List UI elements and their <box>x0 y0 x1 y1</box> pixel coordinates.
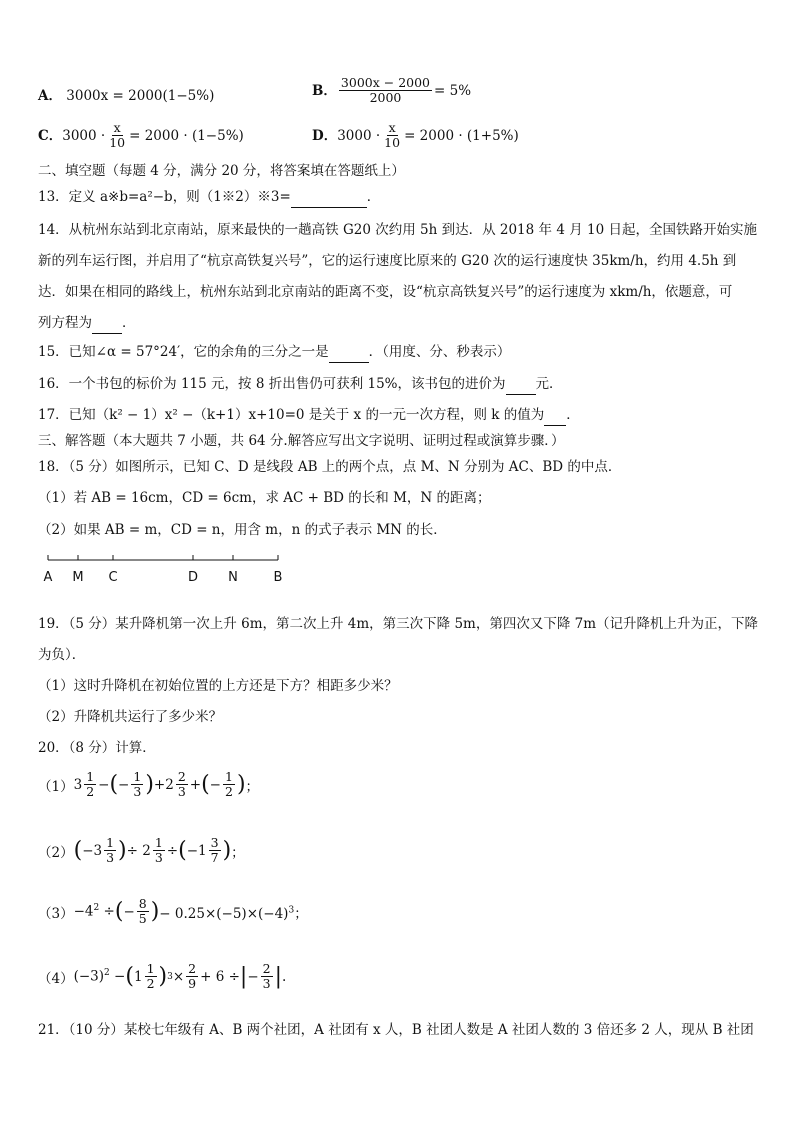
option-b-denominator: 2000 <box>369 90 402 105</box>
q17-tail: ． <box>566 407 580 423</box>
q13-tail: ． <box>366 189 381 205</box>
option-b-label: B． <box>312 82 337 99</box>
option-c-label: C． <box>38 127 63 144</box>
q20-expression-3: （3） $-4^2$ ÷ ( − $\frac{8}{5}$ ) − $0.25\times(-5)\times(-4)^3$； <box>38 896 308 926</box>
point-label-d: D <box>187 570 199 585</box>
q17-text: 17．已知（k² − 1）x² −（k+1）x+10=0 是关于 x 的一元一次方程，则 k 的值为 <box>38 407 545 423</box>
option-a <box>38 86 214 106</box>
question-18-title: 18．（5 分）如图所示，已知 C、D 是线段 AB 上的两个点，点 M、N 分别为 AC、BD 的中点． <box>38 459 622 475</box>
segment-figure <box>38 554 298 588</box>
q13-text: 13．定义 a※b=a²−b，则（1※2）※3= <box>38 189 291 205</box>
q20-expression-2: （2） ( −3 $\frac{1}{3}$ ) ÷ 2 $\frac{1}{3}$ ÷ ( −1 $\frac{3}{7}$ ) ； <box>38 835 245 865</box>
option-d-numerator: x <box>388 120 396 135</box>
q20-e4-label: （4） <box>38 970 74 987</box>
question-15 <box>38 342 510 363</box>
option-a-expr: 3000x = 2000(1−5%) <box>66 88 215 104</box>
option-c <box>38 121 244 150</box>
option-c-fraction <box>107 121 127 150</box>
question-19-line-1: 19．（5 分）某升降机第一次上升 6m，第二次上升 4m，第三次下降 5m，第四次又下降 7m（记升降机上升为正，下降 <box>38 616 759 632</box>
question-18-part-2: （2）如果 AB = m，CD = n，用含 m，n 的式子表示 MN 的长． <box>38 522 447 538</box>
section-heading-fill-in: 二、填空题（每题 4 分，满分 20 分，将答案填在答题纸上） <box>38 163 405 179</box>
option-d <box>312 121 519 150</box>
question-13 <box>38 187 380 208</box>
q16-tail: 元． <box>535 376 563 392</box>
q16-blank <box>506 374 536 395</box>
option-d-fraction <box>382 121 402 150</box>
q15-blank <box>329 342 369 363</box>
q15-text: 15．已知∠α = 57°24′，它的余角的三分之一是 <box>38 344 329 360</box>
q14-line-4-text: 列方程为 <box>38 315 92 331</box>
q15-tail: ．（用度、分、秒表示） <box>368 344 511 360</box>
q16-text: 16．一个书包的标价为 115 元，按 8 折出售仍可获利 15%，该书包的进价为 <box>38 376 506 392</box>
q20-expression-1: （1） 3 $\frac{1}{2}$ − ( − $\frac{1}{3}$ ) +2 $\frac{2}{3}$ + ( − $\frac{1}{2}$ ) ； <box>38 769 260 799</box>
question-19-part-1: （1）这时升降机在初始位置的上方还是下方？相距多少米？ <box>38 678 398 694</box>
q13-blank <box>291 187 367 208</box>
q20-expression-4: （4） $(-3)^2$ − ( 1 $\frac{1}{2}$ ) 3 × $\frac{2}{9}$ + 6 ÷ | − $\frac{2}{3}$ | . <box>38 961 287 991</box>
point-label-b: B <box>273 570 283 585</box>
question-20-title: 20．（8 分）计算． <box>38 740 156 756</box>
option-c-pre: 3000 · <box>62 127 106 144</box>
option-c-rhs: = 2000 · (1−5%) <box>129 127 244 144</box>
option-b-numerator: 3000x − 2000 <box>340 75 431 90</box>
option-b <box>312 76 471 105</box>
option-c-numerator: x <box>113 120 121 135</box>
option-d-label: D． <box>312 127 338 144</box>
point-label-c: C <box>108 570 118 585</box>
option-c-denominator: 10 <box>109 135 126 150</box>
question-14-line-2: 新的列车运行图，并启用了“杭京高铁复兴号”，它的运行速度比原来的 G20 次的运行速度快 35km/h，约用 4.5h 到 <box>38 253 737 269</box>
q14-blank <box>92 313 122 334</box>
option-d-rhs: = 2000 · (1+5%) <box>404 127 519 144</box>
question-14-line-3: 达．如果在相同的路线上，杭州东站到北京南站的距离不变，设“杭京高铁复兴号”的运行速度为 xkm/h，依题意，可 <box>38 284 733 300</box>
point-label-a: A <box>43 570 53 585</box>
question-21-line-1: 21．（10 分）某校七年级有 A、B 两个社团，A 社团有 x 人，B 社团人数是 A 社团人数的 3 倍还多 2 人，现从 B 社团 <box>38 1022 754 1038</box>
question-19-part-2: （2）升降机共运行了多少米？ <box>38 709 223 725</box>
point-label-m: M <box>72 570 84 585</box>
question-14-line-4 <box>38 313 136 334</box>
option-d-denominator: 10 <box>384 135 401 150</box>
question-14-line-1: 14．从杭州东站到北京南站，原来最快的一趟高铁 G20 次约用 5h 到达．从 2018 年 4 月 10 日起，全国铁路开始实施 <box>38 222 757 238</box>
point-label-n: N <box>228 570 238 585</box>
option-b-rhs: = 5% <box>434 82 472 99</box>
question-19-line-2: 为负）． <box>38 647 86 663</box>
option-d-pre: 3000 · <box>337 127 381 144</box>
q14-tail: ． <box>122 315 136 331</box>
question-17 <box>38 405 580 426</box>
option-b-fraction <box>339 76 432 105</box>
q20-e3-label: （3） <box>38 905 74 922</box>
q20-e2-label: （2） <box>38 844 74 861</box>
q20-e1-label: （1） <box>38 778 74 795</box>
question-16 <box>38 374 563 395</box>
question-18-part-1: （1）若 AB = 16cm，CD = 6cm，求 AC + BD 的长和 M，N 的距离； <box>38 490 491 506</box>
section-heading-solve: 三、解答题（本大题共 7 小题，共 64 分.解答应写出文字说明、证明过程或演算步骤．） <box>38 433 565 449</box>
q17-blank <box>544 405 566 426</box>
option-a-label: A． <box>38 88 62 104</box>
